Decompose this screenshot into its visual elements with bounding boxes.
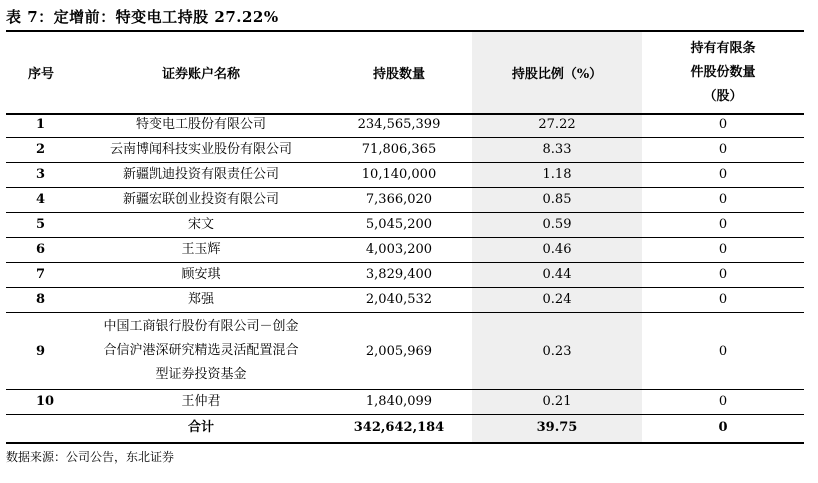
row-ratio: 0.85 — [472, 188, 642, 213]
row-restricted: 0 — [642, 390, 804, 415]
row-index: 5 — [6, 213, 76, 238]
row-name: 新疆宏联创业投资有限公司 — [76, 188, 326, 213]
row-name: 宋文 — [76, 213, 326, 238]
row-name-line3: 型证券投资基金 — [155, 367, 247, 382]
row-name: 郑强 — [76, 288, 326, 313]
table-header-row — [6, 32, 804, 113]
header-ratio: 持股比例（%） — [511, 67, 603, 82]
row-shares: 2,005,969 — [326, 313, 472, 390]
row-index: 10 — [6, 390, 76, 415]
row-restricted: 0 — [642, 288, 804, 313]
row-shares: 7,366,020 — [326, 188, 472, 213]
total-ratio: 39.75 — [536, 419, 578, 435]
row-ratio: 0.44 — [472, 263, 642, 288]
table-row — [6, 113, 804, 138]
table-row — [6, 263, 804, 288]
total-label: 合计 — [187, 419, 214, 435]
row-ratio: 27.22 — [472, 113, 642, 138]
table-row — [6, 313, 804, 390]
row-shares: 3,829,400 — [326, 263, 472, 288]
row-restricted: 0 — [642, 138, 804, 163]
shareholder-table — [6, 32, 804, 440]
row-restricted: 0 — [642, 263, 804, 288]
row-ratio: 0.23 — [472, 313, 642, 390]
row-shares: 10,140,000 — [326, 163, 472, 188]
total-index-empty — [6, 415, 76, 441]
header-restricted-line2: 件股份数量 — [690, 64, 756, 80]
row-index: 4 — [6, 188, 76, 213]
row-index: 3 — [6, 163, 76, 188]
row-ratio: 0.21 — [472, 390, 642, 415]
row-shares: 234,565,399 — [326, 113, 472, 138]
row-name — [76, 313, 326, 390]
row-restricted: 0 — [642, 163, 804, 188]
header-account-name: 证券账户名称 — [161, 67, 240, 82]
row-shares: 1,840,099 — [326, 390, 472, 415]
table-title: 表 7：定增前：特变电工持股 27.22% — [6, 8, 279, 26]
row-restricted: 0 — [642, 238, 804, 263]
total-row — [6, 415, 804, 441]
row-name: 特变电工股份有限公司 — [76, 113, 326, 138]
row-name-line2: 合信沪港深研究精选灵活配置混合 — [103, 343, 299, 358]
row-shares: 71,806,365 — [326, 138, 472, 163]
table-row — [6, 138, 804, 163]
header-restricted — [642, 32, 804, 113]
header-shares: 持股数量 — [372, 67, 425, 82]
row-shares: 5,045,200 — [326, 213, 472, 238]
row-index: 7 — [6, 263, 76, 288]
row-restricted: 0 — [642, 213, 804, 238]
row-index: 2 — [6, 138, 76, 163]
table-row — [6, 288, 804, 313]
total-shares: 342,642,184 — [353, 419, 445, 435]
table-row — [6, 213, 804, 238]
row-restricted: 0 — [642, 188, 804, 213]
row-ratio: 1.18 — [472, 163, 642, 188]
data-source-note: 数据来源：公司公告，东北证券 — [6, 450, 175, 464]
row-index: 9 — [6, 313, 76, 390]
row-name: 王玉辉 — [76, 238, 326, 263]
bottom-rule — [6, 442, 804, 444]
row-name-line1: 中国工商银行股份有限公司－创金 — [103, 319, 299, 334]
row-ratio: 0.46 — [472, 238, 642, 263]
row-index: 8 — [6, 288, 76, 313]
row-shares: 4,003,200 — [326, 238, 472, 263]
table-row — [6, 238, 804, 263]
table-row — [6, 188, 804, 213]
row-name: 新疆凯迪投资有限责任公司 — [76, 163, 326, 188]
row-restricted: 0 — [642, 113, 804, 138]
row-restricted: 0 — [642, 313, 804, 390]
row-index: 6 — [6, 238, 76, 263]
header-restricted-line1: 持有有限条 — [690, 40, 756, 56]
row-index: 1 — [6, 113, 76, 138]
row-ratio: 8.33 — [472, 138, 642, 163]
row-ratio: 0.59 — [472, 213, 642, 238]
row-name: 云南博闻科技实业股份有限公司 — [76, 138, 326, 163]
row-name: 王仲君 — [76, 390, 326, 415]
total-restricted: 0 — [718, 419, 728, 435]
header-restricted-line3: （股） — [703, 88, 743, 104]
header-index: 序号 — [27, 67, 54, 82]
table-row — [6, 390, 804, 415]
row-shares: 2,040,532 — [326, 288, 472, 313]
row-ratio: 0.24 — [472, 288, 642, 313]
row-name: 顾安琪 — [76, 263, 326, 288]
table-row — [6, 163, 804, 188]
